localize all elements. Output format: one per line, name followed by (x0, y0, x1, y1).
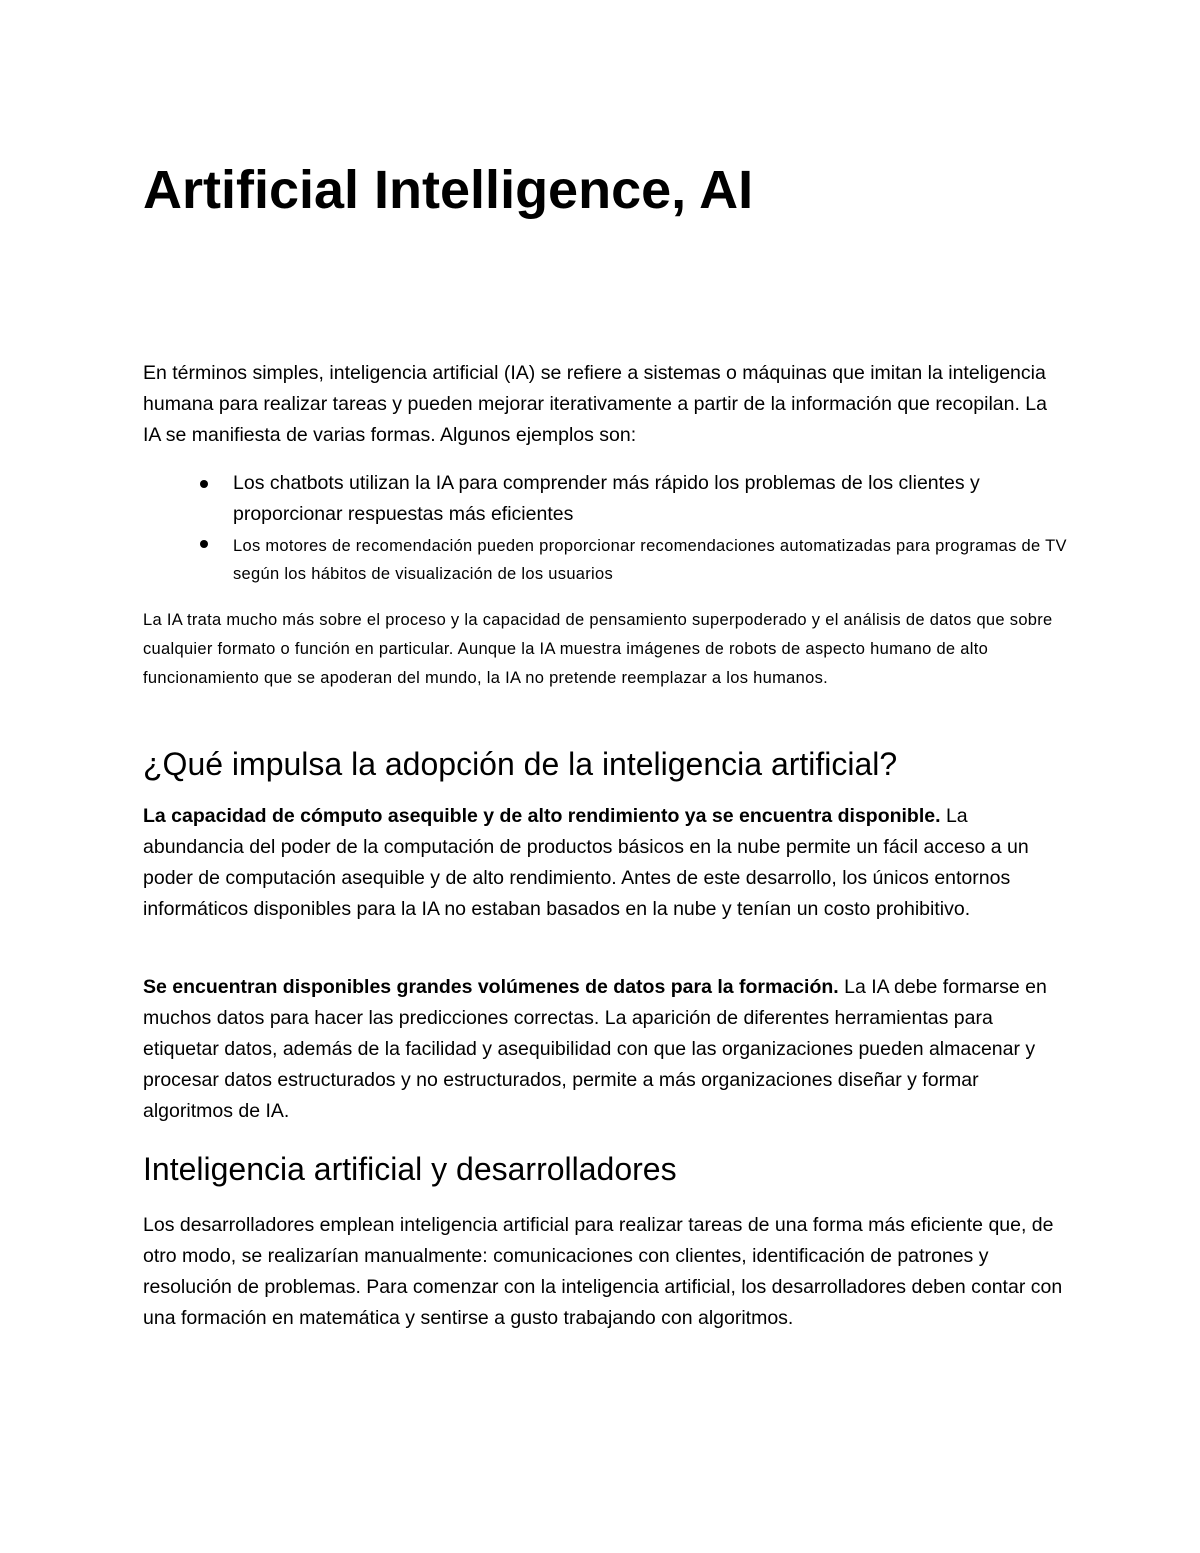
section-heading-developers: Inteligencia artificial y desarrolladores (143, 1151, 677, 1187)
bullet-icon (200, 480, 208, 488)
data-paragraph (143, 972, 1068, 1127)
list-item (143, 468, 1073, 530)
data-paragraph-lead: Se encuentran disponibles grandes volúmenes de datos para la formación. (143, 976, 839, 998)
computing-paragraph (143, 801, 1068, 925)
list-item-text: Los motores de recomendación pueden proporcionar recomendaciones automatizadas para programas de TV según los hábitos de visualización de los usuarios (233, 537, 1067, 583)
document-title: Artificial Intelligence, AI (143, 160, 754, 220)
list-item-text: Los chatbots utilizan la IA para comprender más rápido los problemas de los clientes y proporcionar respuestas más eficientes (233, 472, 980, 525)
computing-paragraph-body: La abundancia del poder de la computación de productos básicos en la nube permite un fácil acceso a un poder de computación asequible y de alto rendimiento. Antes de este desarrollo, los únicos entornos informáticos disponibles para la IA no estaban basados en la nube y tenían un costo prohibitivo. (143, 805, 1029, 920)
list-item (143, 532, 1073, 588)
intro-paragraph: En términos simples, inteligencia artificial (IA) se refiere a sistemas o máquinas que imitan la inteligencia humana para realizar tareas y pueden mejorar iterativamente a partir de la información que recopilan. La IA se manifiesta de varias formas. Algunos ejemplos son: (143, 362, 1047, 446)
section-heading-adoption: ¿Qué impulsa la adopción de la inteligencia artificial? (143, 746, 898, 782)
computing-paragraph-lead: La capacidad de cómputo asequible y de alto rendimiento ya se encuentra disponible. (143, 805, 941, 827)
data-paragraph-body: La IA debe formarse en muchos datos para hacer las predicciones correctas. La aparición de diferentes herramientas para etiquetar datos, además de la facilidad y asequibilidad con que las organizaciones pueden almacenar y procesar datos estructurados y no estructurados, permite a más organizaciones diseñar y formar algoritmos de IA. (143, 976, 1047, 1122)
developers-paragraph: Los desarrolladores emplean inteligencia artificial para realizar tareas de una forma más eficiente que, de otro modo, se realizarían manualmente: comunicaciones con clientes, identificación de patrones y resolución de problemas. Para comenzar con la inteligencia artificial, los desarrolladores deben contar con una formación en matemática y sentirse a gusto trabajando con algoritmos. (143, 1214, 1063, 1329)
examples-list (143, 468, 1073, 588)
ai-process-paragraph: La IA trata mucho más sobre el proceso y la capacidad de pensamiento superpoderado y el análisis de datos que sobre cualquier formato o función en particular. Aunque la IA muestra imágenes de robots de aspecto humano de alto funcionamiento que se apoderan del mundo, la IA no pretende reemplazar a los humanos. (143, 611, 1053, 687)
bullet-icon (200, 540, 208, 548)
